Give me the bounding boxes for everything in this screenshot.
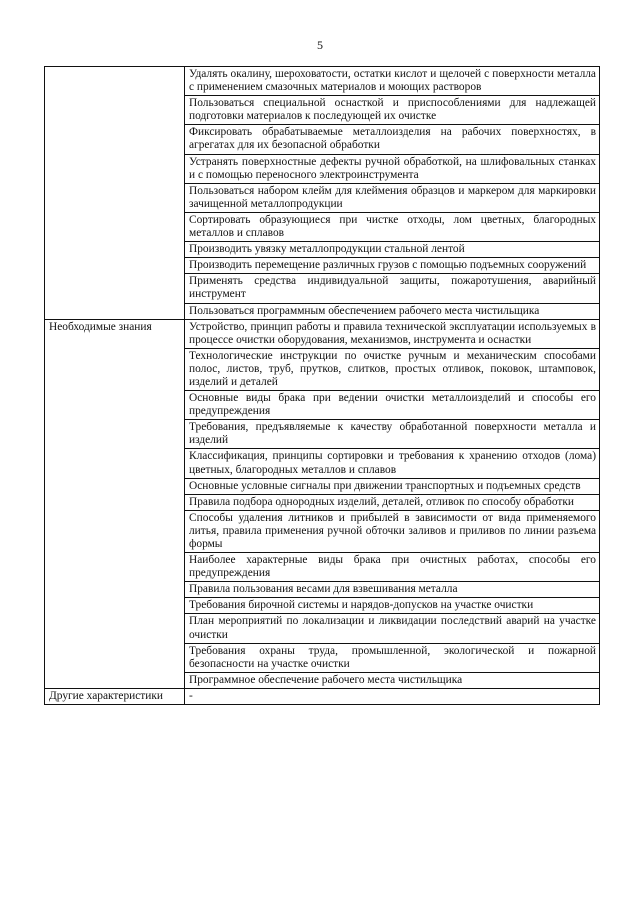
requirement-item: Удалять окалину, шероховатости, остатки кислот и щелочей с поверхности металла с применением смазочных материалов и моющих растворов bbox=[185, 67, 600, 96]
requirements-table-body bbox=[45, 67, 600, 705]
requirement-item: План мероприятий по локализации и ликвидации последствий аварий на участке очистки bbox=[185, 614, 600, 643]
requirement-item: Производить увязку металлопродукции стальной лентой bbox=[185, 242, 600, 258]
requirement-item: Технологические инструкции по очистке ручным и механическим способами полос, листов, труб, прутков, слитков, простых отливок, поковок, штамповок, изделий и деталей bbox=[185, 348, 600, 390]
table-row bbox=[45, 67, 600, 96]
requirement-item: Способы удаления литников и прибылей в зависимости от вида применяемого литья, правила применения ручной обточки заливов и приливов по линии разъема формы bbox=[185, 510, 600, 552]
requirement-item: Пользоваться специальной оснасткой и приспособлениями для надлежащей подготовки материалов к последующей их очистке bbox=[185, 96, 600, 125]
requirement-item: - bbox=[185, 688, 600, 704]
requirements-table bbox=[44, 66, 600, 705]
requirement-item: Основные условные сигналы при движении транспортных и подъемных средств bbox=[185, 478, 600, 494]
requirement-item: Основные виды брака при ведении очистки металлоизделий и способы его предупреждения bbox=[185, 391, 600, 420]
requirement-item: Требования охраны труда, промышленной, экологической и пожарной безопасности на участке очистки bbox=[185, 643, 600, 672]
requirement-item: Сортировать образующиеся при чистке отходы, лом цветных, благородных металлов и сплавов bbox=[185, 212, 600, 241]
requirement-item: Устройство, принцип работы и правила технической эксплуатации используемых в процессе очистки оборудования, механизмов, инструмента и оснастки bbox=[185, 319, 600, 348]
section-label: Другие характеристики bbox=[45, 688, 185, 704]
requirement-item: Программное обеспечение рабочего места чистильщика bbox=[185, 672, 600, 688]
table-row bbox=[45, 688, 600, 704]
section-label: Необходимые знания bbox=[45, 319, 185, 688]
requirement-item: Правила подбора однородных изделий, деталей, отливок по способу обработки bbox=[185, 494, 600, 510]
requirement-item: Применять средства индивидуальной защиты, пожаротушения, аварийный инструмент bbox=[185, 274, 600, 303]
section-label bbox=[45, 67, 185, 320]
requirement-item: Требования бирочной системы и нарядов-допусков на участке очистки bbox=[185, 598, 600, 614]
table-row bbox=[45, 319, 600, 348]
requirement-item: Фиксировать обрабатываемые металлоизделия на рабочих поверхностях, в агрегатах для их безопасной обработки bbox=[185, 125, 600, 154]
requirement-item: Устранять поверхностные дефекты ручной обработкой, на шлифовальных станках и с помощью переносного электроинструмента bbox=[185, 154, 600, 183]
page-number: 5 bbox=[317, 38, 323, 52]
requirement-item: Требования, предъявляемые к качеству обработанной поверхности металла и изделий bbox=[185, 420, 600, 449]
requirement-item: Пользоваться набором клейм для клеймения образцов и маркером для маркировки зачищенной металлопродукции bbox=[185, 183, 600, 212]
requirement-item: Классификация, принципы сортировки и требования к хранению отходов (лома) цветных, благородных металлов и сплавов bbox=[185, 449, 600, 478]
requirement-item: Пользоваться программным обеспечением рабочего места чистильщика bbox=[185, 303, 600, 319]
requirement-item: Производить перемещение различных грузов с помощью подъемных сооружений bbox=[185, 258, 600, 274]
requirement-item: Наиболее характерные виды брака при очистных работах, способы его предупреждения bbox=[185, 553, 600, 582]
requirement-item: Правила пользования весами для взвешивания металла bbox=[185, 582, 600, 598]
